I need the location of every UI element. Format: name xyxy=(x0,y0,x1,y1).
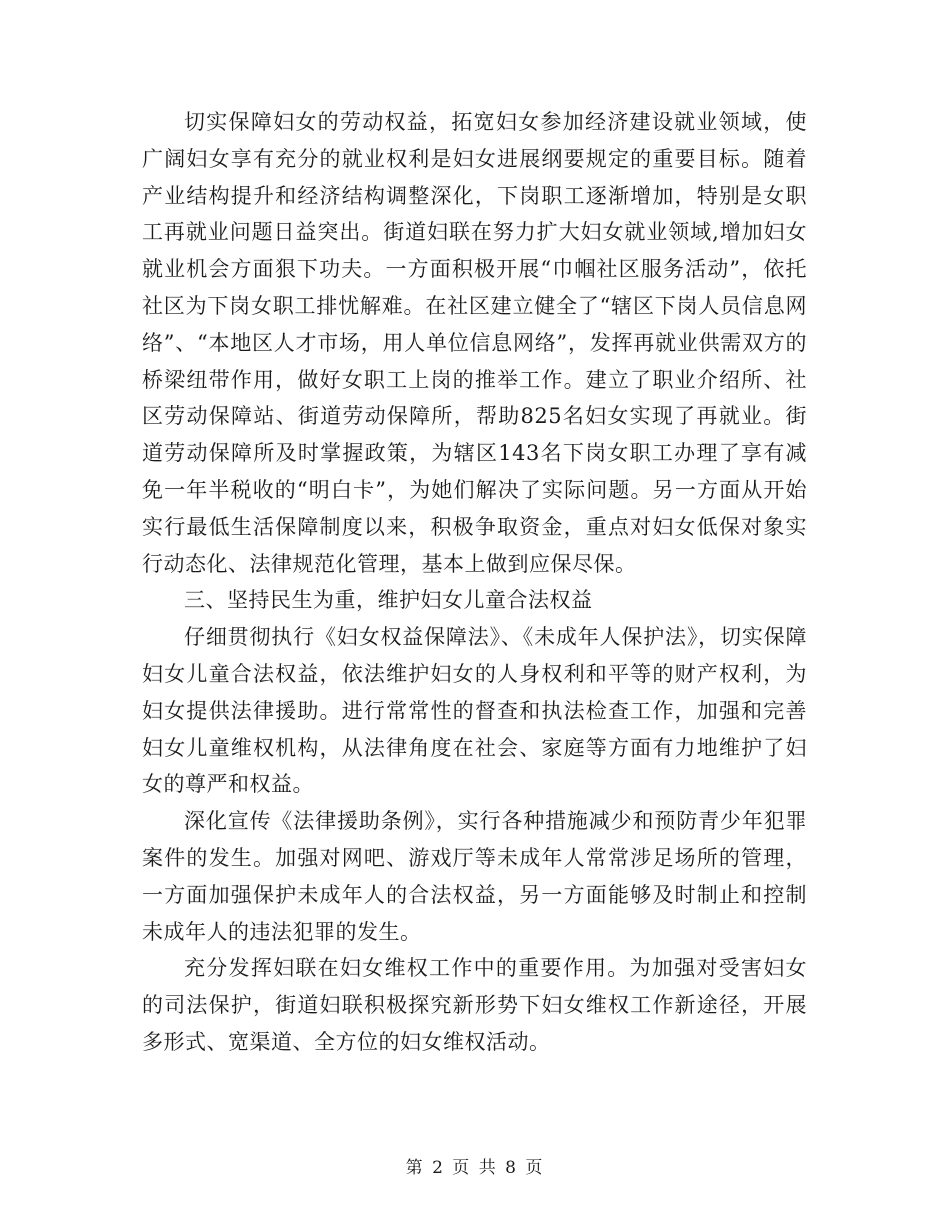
paragraph-employment-rights: 切实保障妇女的劳动权益，拓宽妇女参加经济建设就业领域，使广阔妇女享有充分的就业权利是妇女进展纲要规定的重要目标。随着产业结构提升和经济结构调整深化，下岗职工逐渐增加，特别是女职工再就业问题日益突出。街道妇联在努力扩大妇女就业领域,增加妇女就业机会方面狠下功夫。一方面积极开展“巾帼社区服务活动”，依托社区为下岗女职工排忧解难。在社区建立健全了“辖区下岗人员信息网络”、“本地区人才市场，用人单位信息网络”，发挥再就业供需双方的桥梁纽带作用，做好女职工上岗的推举工作。建立了职业介绍所、社区劳动保障站、街道劳动保障所，帮助825名妇女实现了再就业。街道劳动保障所及时掌握政策，为辖区143名下岗女职工办理了享有减免一年半税收的“明白卡”，为她们解决了实际问题。另一方面从开始实行最低生活保障制度以来，积极争取资金，重点对妇女低保对象实行动态化、法律规范化管理，基本上做到应保尽保。 xyxy=(142,110,807,576)
paragraph-womens-federation: 充分发挥妇联在妇女维权工作中的重要作用。为加强对受害妇女的司法保护，街道妇联积极探究新形势下妇女维权工作新途径，开展多形式、宽渠道、全方位的妇女维权活动。 xyxy=(142,956,807,1054)
document-body xyxy=(142,104,807,1061)
paragraph-legal-aid: 深化宣传《法律援助条例》，实行各种措施减少和预防青少年犯罪案件的发生。加强对网吧、游戏厅等未成年人常常涉足场所的管理，一方面加强保护未成年人的合法权益，另一方面能够及时制止和控制未成年人的违法犯罪的发生。 xyxy=(142,809,807,944)
section-heading-three: 三、坚持民生为重，维护妇女儿童合法权益 xyxy=(184,588,593,613)
page-footer xyxy=(0,1153,950,1178)
page-number-label: 第 2 页 共 8 页 xyxy=(405,1158,545,1178)
paragraph-legal-rights: 仔细贯彻执行《妇女权益保障法》、《未成年人保护法》，切实保障妇女儿童合法权益，依法维护妇女的人身权利和平等的财产权利，为妇女提供法律援助。进行常常性的督查和执法检查工作，加强和完善妇女儿童维权机构，从法律角度在社会、家庭等方面有力地维护了妇女的尊严和权益。 xyxy=(142,625,807,797)
